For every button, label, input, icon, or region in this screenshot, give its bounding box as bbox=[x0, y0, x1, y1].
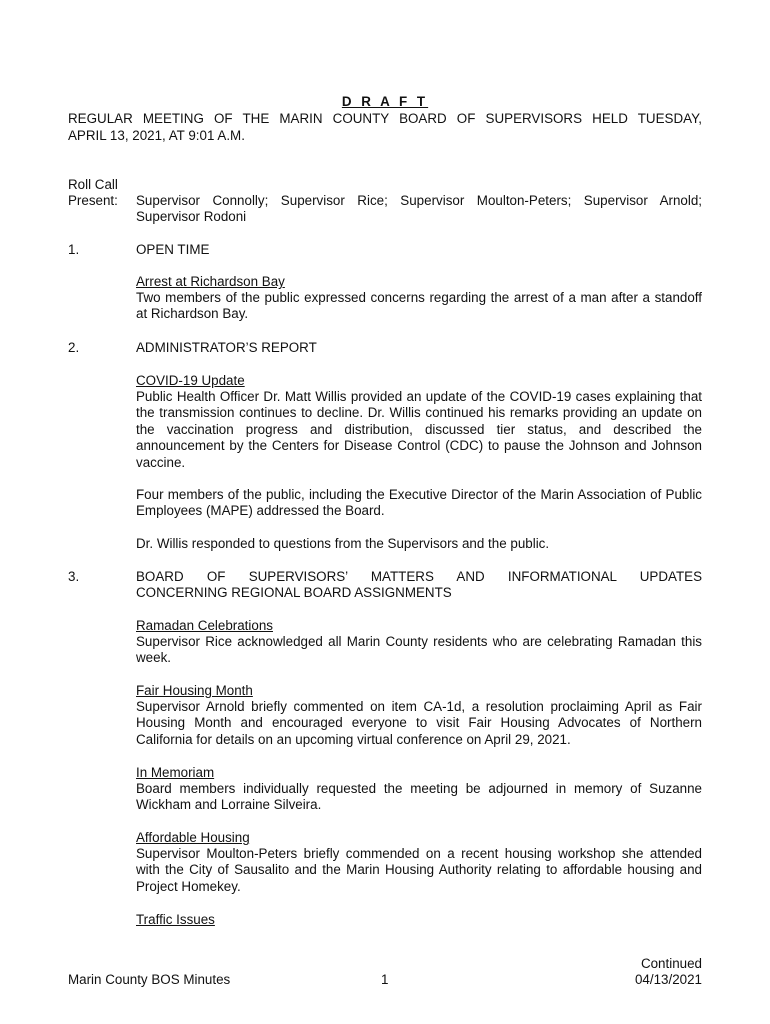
paragraph: Supervisor Arnold briefly commented on item CA-1d, a resolution proclaiming April as Fair Housing Month and encouraged everyone to visit Fair Housing Advocates of Northern California for details on an upcoming virtual conference on April 29, 2021. bbox=[136, 699, 702, 747]
item-title-line1: BOARD OF SUPERVISORS’ MATTERS AND INFORMATIONAL UPDATES bbox=[136, 569, 702, 584]
continued-label: Continued bbox=[640, 956, 702, 971]
meeting-heading-line1: REGULAR MEETING OF THE MARIN COUNTY BOARD OF SUPERVISORS HELD TUESDAY, bbox=[68, 111, 702, 126]
present-line1: Supervisor Connolly; Supervisor Rice; Supervisor Moulton-Peters; Supervisor Arnold; bbox=[136, 193, 702, 208]
subheading: Traffic Issues bbox=[136, 912, 215, 927]
subheading: Arrest at Richardson Bay bbox=[136, 274, 285, 289]
item-title: OPEN TIME bbox=[136, 242, 210, 257]
paragraph: Supervisor Rice acknowledged all Marin County residents who are celebrating Ramadan this week. bbox=[136, 634, 702, 666]
subheading: Affordable Housing bbox=[136, 830, 250, 845]
footer-title: Marin County BOS Minutes bbox=[68, 972, 231, 987]
present-label: Present: bbox=[68, 193, 118, 208]
paragraph: Board members individually requested the meeting be adjourned in memory of Suzanne Wickham and Lorraine Silveira. bbox=[136, 781, 702, 813]
paragraph: Supervisor Moulton-Peters briefly commended on a recent housing workshop she attended with the City of Sausalito and the Marin Housing Authority relating to affordable housing and Project Homekey. bbox=[136, 846, 702, 894]
item-number: 1. bbox=[68, 242, 80, 257]
subheading: In Memoriam bbox=[136, 765, 215, 780]
item-title-line2: CONCERNING REGIONAL BOARD ASSIGNMENTS bbox=[136, 585, 452, 600]
footer-date: 04/13/2021 bbox=[634, 972, 702, 987]
item-number: 2. bbox=[68, 340, 80, 355]
draft-label: D R A F T bbox=[341, 94, 429, 109]
subheading: Fair Housing Month bbox=[136, 683, 253, 698]
item-title: ADMINISTRATOR’S REPORT bbox=[136, 340, 317, 355]
subheading: COVID-19 Update bbox=[136, 373, 245, 388]
present-line2: Supervisor Rodoni bbox=[136, 209, 247, 224]
paragraph: Dr. Willis responded to questions from the Supervisors and the public. bbox=[136, 536, 550, 551]
paragraph: Four members of the public, including the Executive Director of the Marin Association of Public Employees (MAPE) addressed the Board. bbox=[136, 487, 702, 519]
meeting-heading-line2: APRIL 13, 2021, AT 9:01 A.M. bbox=[68, 128, 245, 143]
paragraph: Two members of the public expressed concerns regarding the arrest of a man after a standoff at Richardson Bay. bbox=[136, 290, 702, 322]
roll-call-label: Roll Call bbox=[68, 177, 118, 192]
paragraph: Public Health Officer Dr. Matt Willis provided an update of the COVID-19 cases explaining that the transmission continues to decline. Dr. Willis continued his remarks providing an update on the vaccination progress and distribution, discussed tier status, and described the announcement by the Centers for Disease Control (CDC) to pause the Johnson and Johnson vaccine. bbox=[136, 389, 702, 470]
subheading: Ramadan Celebrations bbox=[136, 618, 273, 633]
page-number: 1 bbox=[381, 972, 389, 987]
item-number: 3. bbox=[68, 569, 80, 584]
